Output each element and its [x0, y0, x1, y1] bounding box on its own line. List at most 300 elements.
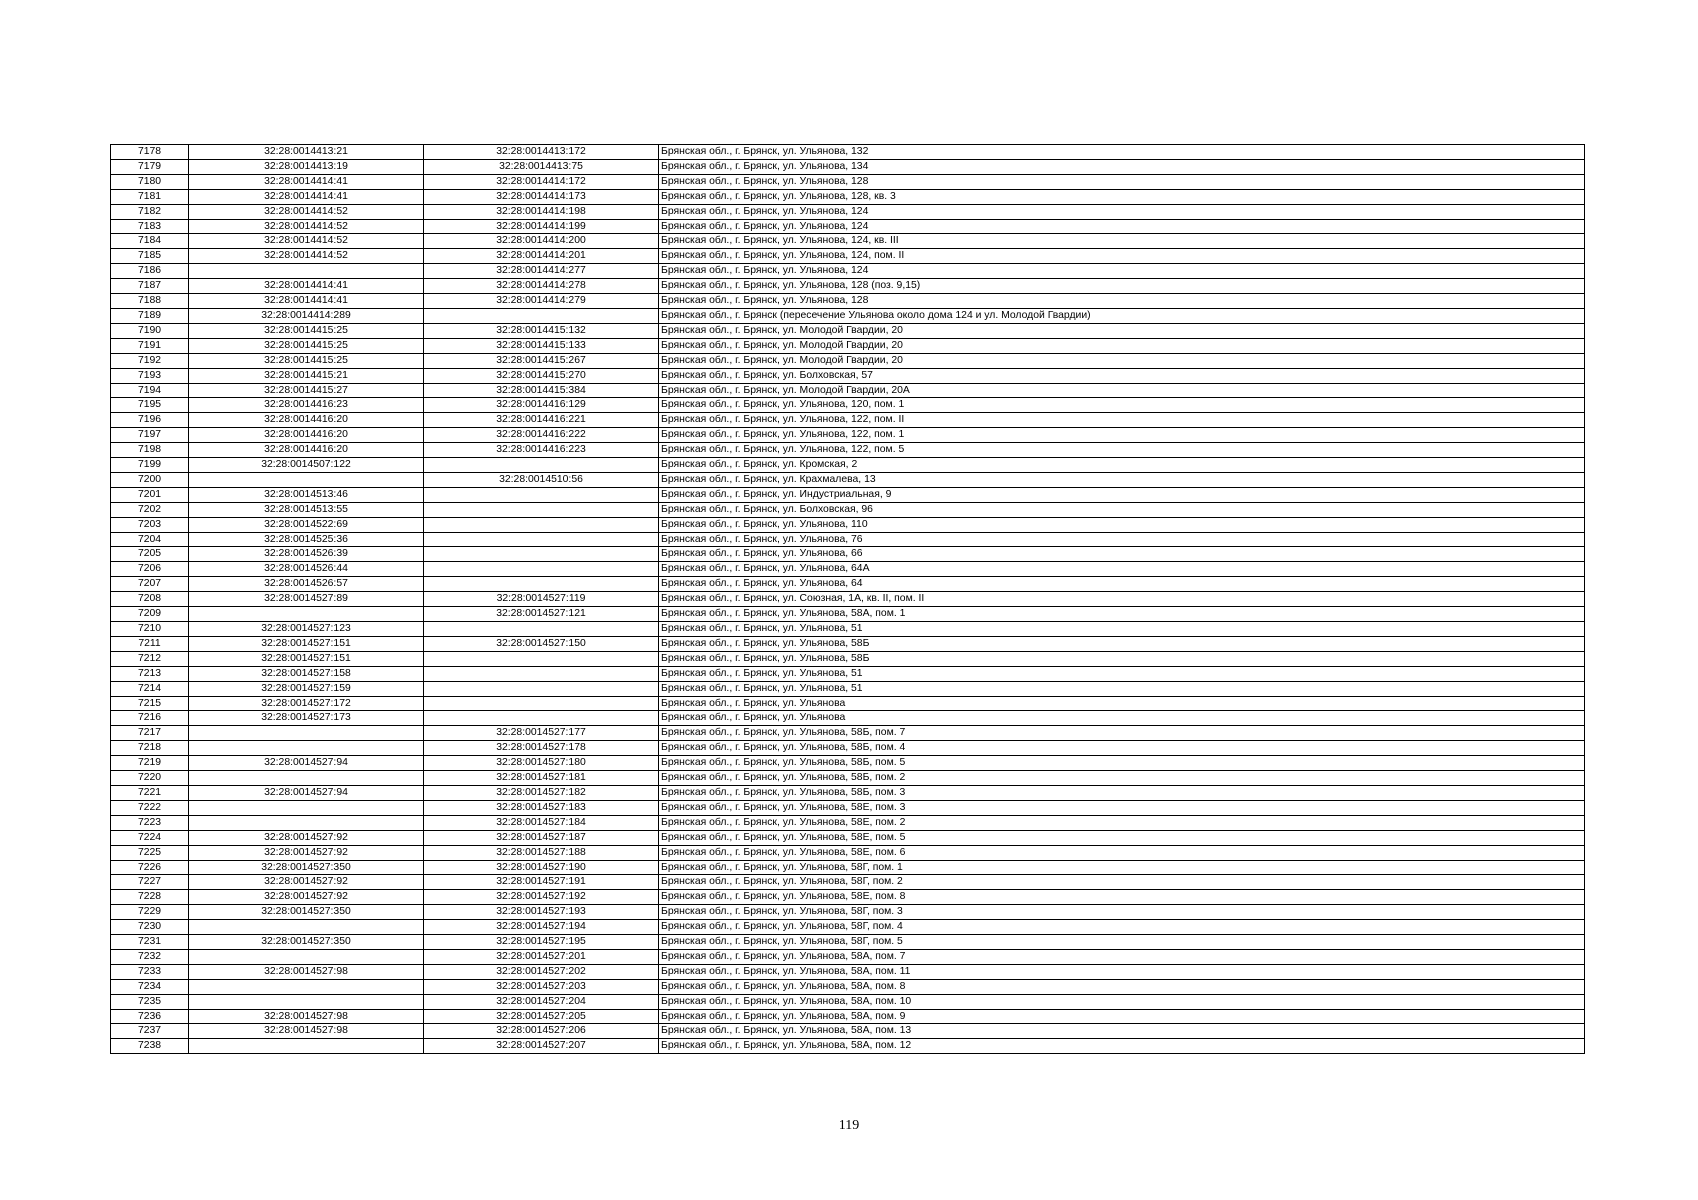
row-number-cell: 7215: [111, 696, 189, 711]
row-number-cell: 7182: [111, 204, 189, 219]
address-cell: Брянская обл., г. Брянск, ул. Ульянова, 120, пом. 1: [659, 398, 1585, 413]
table-row: [111, 458, 1585, 473]
row-number-cell: 7204: [111, 532, 189, 547]
row-number-cell: 7193: [111, 368, 189, 383]
address-cell: Брянская обл., г. Брянск, ул. Болховская, 96: [659, 502, 1585, 517]
address-cell: Брянская обл., г. Брянск, ул. Ульянова, 58Е, пом. 3: [659, 800, 1585, 815]
table-row: [111, 681, 1585, 696]
land-plot-cadastral-number-cell: 32:28:0014414:52: [189, 249, 424, 264]
row-number-cell: 7188: [111, 294, 189, 309]
row-number-cell: 7230: [111, 920, 189, 935]
land-plot-cadastral-number-cell: 32:28:0014415:25: [189, 338, 424, 353]
building-cadastral-number-cell: 32:28:0014413:75: [424, 159, 659, 174]
table-row: [111, 174, 1585, 189]
row-number-cell: 7191: [111, 338, 189, 353]
table-row: [111, 964, 1585, 979]
address-cell: Брянская обл., г. Брянск, ул. Ульянова, 58А, пом. 1: [659, 607, 1585, 622]
table-row: [111, 636, 1585, 651]
table-row: [111, 323, 1585, 338]
row-number-cell: 7222: [111, 800, 189, 815]
address-cell: Брянская обл., г. Брянск, ул. Ульянова, 122, пом. II: [659, 413, 1585, 428]
address-cell: Брянская обл., г. Брянск, ул. Ульянова, 58Б, пом. 5: [659, 756, 1585, 771]
table-row: [111, 532, 1585, 547]
land-plot-cadastral-number-cell: [189, 741, 424, 756]
address-cell: Брянская обл., г. Брянск, ул. Ульянова, 132: [659, 145, 1585, 160]
table-row: [111, 666, 1585, 681]
land-plot-cadastral-number-cell: [189, 920, 424, 935]
row-number-cell: 7208: [111, 592, 189, 607]
building-cadastral-number-cell: [424, 308, 659, 323]
land-plot-cadastral-number-cell: 32:28:0014415:25: [189, 323, 424, 338]
building-cadastral-number-cell: 32:28:0014527:190: [424, 860, 659, 875]
registry-table: [110, 144, 1585, 1054]
row-number-cell: 7207: [111, 577, 189, 592]
building-cadastral-number-cell: 32:28:0014416:223: [424, 443, 659, 458]
address-cell: Брянская обл., г. Брянск, ул. Кромская, 2: [659, 458, 1585, 473]
table-row: [111, 979, 1585, 994]
address-cell: Брянская обл., г. Брянск, ул. Ульянова, 128, кв. 3: [659, 189, 1585, 204]
building-cadastral-number-cell: 32:28:0014527:204: [424, 994, 659, 1009]
table-row: [111, 741, 1585, 756]
table-row: [111, 890, 1585, 905]
table-row: [111, 592, 1585, 607]
row-number-cell: 7234: [111, 979, 189, 994]
row-number-cell: 7180: [111, 174, 189, 189]
land-plot-cadastral-number-cell: 32:28:0014527:172: [189, 696, 424, 711]
table-row: [111, 562, 1585, 577]
land-plot-cadastral-number-cell: 32:28:0014527:92: [189, 890, 424, 905]
address-cell: Брянская обл., г. Брянск, ул. Ульянова, 58А, пом. 8: [659, 979, 1585, 994]
table-row: [111, 353, 1585, 368]
building-cadastral-number-cell: 32:28:0014527:188: [424, 845, 659, 860]
land-plot-cadastral-number-cell: [189, 607, 424, 622]
row-number-cell: 7186: [111, 264, 189, 279]
land-plot-cadastral-number-cell: 32:28:0014513:46: [189, 487, 424, 502]
building-cadastral-number-cell: [424, 577, 659, 592]
land-plot-cadastral-number-cell: 32:28:0014414:52: [189, 204, 424, 219]
row-number-cell: 7190: [111, 323, 189, 338]
building-cadastral-number-cell: [424, 487, 659, 502]
land-plot-cadastral-number-cell: 32:28:0014416:23: [189, 398, 424, 413]
table-row: [111, 696, 1585, 711]
address-cell: Брянская обл., г. Брянск, ул. Ульянова, 76: [659, 532, 1585, 547]
building-cadastral-number-cell: 32:28:0014527:184: [424, 815, 659, 830]
table-row: [111, 860, 1585, 875]
building-cadastral-number-cell: 32:28:0014527:194: [424, 920, 659, 935]
land-plot-cadastral-number-cell: [189, 979, 424, 994]
building-cadastral-number-cell: 32:28:0014414:173: [424, 189, 659, 204]
land-plot-cadastral-number-cell: 32:28:0014415:21: [189, 368, 424, 383]
table-row: [111, 905, 1585, 920]
building-cadastral-number-cell: 32:28:0014413:172: [424, 145, 659, 160]
table-row: [111, 651, 1585, 666]
row-number-cell: 7185: [111, 249, 189, 264]
building-cadastral-number-cell: 32:28:0014527:191: [424, 875, 659, 890]
building-cadastral-number-cell: 32:28:0014527:207: [424, 1039, 659, 1054]
building-cadastral-number-cell: 32:28:0014527:201: [424, 949, 659, 964]
table-row: [111, 830, 1585, 845]
address-cell: Брянская обл., г. Брянск, ул. Ульянова, 58А, пом. 13: [659, 1024, 1585, 1039]
building-cadastral-number-cell: 32:28:0014527:195: [424, 935, 659, 950]
row-number-cell: 7221: [111, 785, 189, 800]
building-cadastral-number-cell: [424, 696, 659, 711]
address-cell: Брянская обл., г. Брянск, ул. Ульянова, 128: [659, 174, 1585, 189]
land-plot-cadastral-number-cell: 32:28:0014414:41: [189, 294, 424, 309]
row-number-cell: 7220: [111, 771, 189, 786]
land-plot-cadastral-number-cell: 32:28:0014416:20: [189, 443, 424, 458]
row-number-cell: 7206: [111, 562, 189, 577]
address-cell: Брянская обл., г. Брянск, ул. Ульянова, 51: [659, 681, 1585, 696]
address-cell: Брянская обл., г. Брянск, ул. Ульянова, 124: [659, 204, 1585, 219]
building-cadastral-number-cell: 32:28:0014527:203: [424, 979, 659, 994]
building-cadastral-number-cell: 32:28:0014527:180: [424, 756, 659, 771]
table-row: [111, 949, 1585, 964]
address-cell: Брянская обл., г. Брянск, ул. Индустриальная, 9: [659, 487, 1585, 502]
land-plot-cadastral-number-cell: 32:28:0014415:25: [189, 353, 424, 368]
land-plot-cadastral-number-cell: 32:28:0014527:92: [189, 830, 424, 845]
registry-table-body: [111, 145, 1585, 1054]
building-cadastral-number-cell: 32:28:0014416:129: [424, 398, 659, 413]
page-number: 119: [838, 1118, 860, 1133]
address-cell: Брянская обл., г. Брянск, ул. Ульянова, 58Б, пом. 3: [659, 785, 1585, 800]
building-cadastral-number-cell: 32:28:0014414:172: [424, 174, 659, 189]
table-row: [111, 443, 1585, 458]
building-cadastral-number-cell: [424, 622, 659, 637]
building-cadastral-number-cell: 32:28:0014527:119: [424, 592, 659, 607]
building-cadastral-number-cell: 32:28:0014527:193: [424, 905, 659, 920]
building-cadastral-number-cell: [424, 681, 659, 696]
building-cadastral-number-cell: 32:28:0014527:183: [424, 800, 659, 815]
address-cell: Брянская обл., г. Брянск, ул. Ульянова, 58Б, пом. 2: [659, 771, 1585, 786]
land-plot-cadastral-number-cell: 32:28:0014527:94: [189, 785, 424, 800]
land-plot-cadastral-number-cell: 32:28:0014416:20: [189, 413, 424, 428]
row-number-cell: 7231: [111, 935, 189, 950]
table-row: [111, 994, 1585, 1009]
land-plot-cadastral-number-cell: 32:28:0014522:69: [189, 517, 424, 532]
row-number-cell: 7179: [111, 159, 189, 174]
row-number-cell: 7195: [111, 398, 189, 413]
building-cadastral-number-cell: 32:28:0014416:222: [424, 428, 659, 443]
row-number-cell: 7212: [111, 651, 189, 666]
table-row: [111, 279, 1585, 294]
building-cadastral-number-cell: [424, 711, 659, 726]
table-row: [111, 383, 1585, 398]
table-row: [111, 815, 1585, 830]
building-cadastral-number-cell: 32:28:0014415:267: [424, 353, 659, 368]
table-row: [111, 607, 1585, 622]
address-cell: Брянская обл., г. Брянск, ул. Ульянова, 58А, пом. 12: [659, 1039, 1585, 1054]
building-cadastral-number-cell: 32:28:0014527:150: [424, 636, 659, 651]
address-cell: Брянская обл., г. Брянск, ул. Ульянова, 124: [659, 219, 1585, 234]
address-cell: Брянская обл., г. Брянск, ул. Ульянова: [659, 711, 1585, 726]
row-number-cell: 7181: [111, 189, 189, 204]
row-number-cell: 7236: [111, 1009, 189, 1024]
row-number-cell: 7189: [111, 308, 189, 323]
table-row: [111, 204, 1585, 219]
row-number-cell: 7238: [111, 1039, 189, 1054]
building-cadastral-number-cell: 32:28:0014414:201: [424, 249, 659, 264]
row-number-cell: 7187: [111, 279, 189, 294]
address-cell: Брянская обл., г. Брянск, ул. Ульянова, 58Е, пом. 2: [659, 815, 1585, 830]
land-plot-cadastral-number-cell: 32:28:0014527:89: [189, 592, 424, 607]
address-cell: Брянская обл., г. Брянск, ул. Ульянова, 124, пом. II: [659, 249, 1585, 264]
row-number-cell: 7218: [111, 741, 189, 756]
building-cadastral-number-cell: [424, 547, 659, 562]
row-number-cell: 7233: [111, 964, 189, 979]
table-row: [111, 771, 1585, 786]
building-cadastral-number-cell: 32:28:0014527:202: [424, 964, 659, 979]
table-row: [111, 145, 1585, 160]
building-cadastral-number-cell: [424, 651, 659, 666]
address-cell: Брянская обл., г. Брянск, ул. Болховская, 57: [659, 368, 1585, 383]
land-plot-cadastral-number-cell: 32:28:0014415:27: [189, 383, 424, 398]
address-cell: Брянская обл., г. Брянск, ул. Ульянова, 128 (поз. 9,15): [659, 279, 1585, 294]
address-cell: Брянская обл., г. Брянск, ул. Ульянова, 124: [659, 264, 1585, 279]
table-row: [111, 800, 1585, 815]
land-plot-cadastral-number-cell: 32:28:0014527:151: [189, 651, 424, 666]
address-cell: Брянская обл., г. Брянск, ул. Ульянова, 58Б, пом. 7: [659, 726, 1585, 741]
table-row: [111, 1039, 1585, 1054]
address-cell: Брянская обл., г. Брянск, ул. Ульянова, 58Г, пом. 3: [659, 905, 1585, 920]
table-row: [111, 219, 1585, 234]
table-row: [111, 577, 1585, 592]
table-row: [111, 1009, 1585, 1024]
address-cell: Брянская обл., г. Брянск, ул. Ульянова, 58Г, пом. 1: [659, 860, 1585, 875]
land-plot-cadastral-number-cell: 32:28:0014507:122: [189, 458, 424, 473]
table-row: [111, 920, 1585, 935]
table-row: [111, 935, 1585, 950]
building-cadastral-number-cell: 32:28:0014415:132: [424, 323, 659, 338]
row-number-cell: 7196: [111, 413, 189, 428]
land-plot-cadastral-number-cell: 32:28:0014414:289: [189, 308, 424, 323]
building-cadastral-number-cell: 32:28:0014414:277: [424, 264, 659, 279]
address-cell: Брянская обл., г. Брянск, ул. Молодой Гвардии, 20: [659, 323, 1585, 338]
building-cadastral-number-cell: 32:28:0014414:200: [424, 234, 659, 249]
land-plot-cadastral-number-cell: 32:28:0014414:52: [189, 219, 424, 234]
building-cadastral-number-cell: [424, 562, 659, 577]
building-cadastral-number-cell: 32:28:0014527:187: [424, 830, 659, 845]
address-cell: Брянская обл., г. Брянск, ул. Ульянова, 58А, пом. 9: [659, 1009, 1585, 1024]
land-plot-cadastral-number-cell: 32:28:0014413:21: [189, 145, 424, 160]
building-cadastral-number-cell: [424, 458, 659, 473]
address-cell: Брянская обл., г. Брянск, ул. Ульянова, 58А, пом. 11: [659, 964, 1585, 979]
building-cadastral-number-cell: [424, 502, 659, 517]
address-cell: Брянская обл., г. Брянск, ул. Ульянова, 51: [659, 666, 1585, 681]
land-plot-cadastral-number-cell: 32:28:0014526:39: [189, 547, 424, 562]
land-plot-cadastral-number-cell: [189, 815, 424, 830]
table-row: [111, 726, 1585, 741]
address-cell: Брянская обл., г. Брянск, ул. Ульянова, 66: [659, 547, 1585, 562]
land-plot-cadastral-number-cell: 32:28:0014527:98: [189, 964, 424, 979]
building-cadastral-number-cell: 32:28:0014416:221: [424, 413, 659, 428]
address-cell: Брянская обл., г. Брянск, ул. Ульянова, 124, кв. III: [659, 234, 1585, 249]
row-number-cell: 7210: [111, 622, 189, 637]
row-number-cell: 7227: [111, 875, 189, 890]
land-plot-cadastral-number-cell: 32:28:0014413:19: [189, 159, 424, 174]
address-cell: Брянская обл., г. Брянск, ул. Ульянова, 58Г, пом. 4: [659, 920, 1585, 935]
land-plot-cadastral-number-cell: 32:28:0014414:41: [189, 174, 424, 189]
land-plot-cadastral-number-cell: 32:28:0014527:92: [189, 845, 424, 860]
table-row: [111, 472, 1585, 487]
table-row: [111, 756, 1585, 771]
building-cadastral-number-cell: [424, 532, 659, 547]
table-row: [111, 1024, 1585, 1039]
address-cell: Брянская обл., г. Брянск, ул. Ульянова, 134: [659, 159, 1585, 174]
building-cadastral-number-cell: [424, 517, 659, 532]
row-number-cell: 7183: [111, 219, 189, 234]
land-plot-cadastral-number-cell: [189, 472, 424, 487]
address-cell: Брянская обл., г. Брянск, ул. Молодой Гвардии, 20: [659, 338, 1585, 353]
row-number-cell: 7219: [111, 756, 189, 771]
table-row: [111, 249, 1585, 264]
land-plot-cadastral-number-cell: 32:28:0014527:350: [189, 905, 424, 920]
address-cell: Брянская обл., г. Брянск, ул. Союзная, 1А, кв. II, пом. II: [659, 592, 1585, 607]
building-cadastral-number-cell: 32:28:0014527:178: [424, 741, 659, 756]
land-plot-cadastral-number-cell: 32:28:0014526:57: [189, 577, 424, 592]
row-number-cell: 7178: [111, 145, 189, 160]
address-cell: Брянская обл., г. Брянск, ул. Ульянова: [659, 696, 1585, 711]
address-cell: Брянская обл., г. Брянск, ул. Ульянова, 110: [659, 517, 1585, 532]
address-cell: Брянская обл., г. Брянск, ул. Ульянова, 58Б, пом. 4: [659, 741, 1585, 756]
land-plot-cadastral-number-cell: [189, 771, 424, 786]
table-row: [111, 159, 1585, 174]
table-row: [111, 368, 1585, 383]
row-number-cell: 7235: [111, 994, 189, 1009]
row-number-cell: 7202: [111, 502, 189, 517]
building-cadastral-number-cell: 32:28:0014527:182: [424, 785, 659, 800]
row-number-cell: 7214: [111, 681, 189, 696]
land-plot-cadastral-number-cell: [189, 726, 424, 741]
address-cell: Брянская обл., г. Брянск, ул. Ульянова, 128: [659, 294, 1585, 309]
building-cadastral-number-cell: [424, 666, 659, 681]
building-cadastral-number-cell: 32:28:0014527:181: [424, 771, 659, 786]
table-row: [111, 711, 1585, 726]
building-cadastral-number-cell: 32:28:0014415:384: [424, 383, 659, 398]
table-row: [111, 189, 1585, 204]
address-cell: Брянская обл., г. Брянск, ул. Ульянова, 122, пом. 1: [659, 428, 1585, 443]
row-number-cell: 7198: [111, 443, 189, 458]
land-plot-cadastral-number-cell: 32:28:0014527:98: [189, 1024, 424, 1039]
address-cell: Брянская обл., г. Брянск, ул. Ульянова, 64А: [659, 562, 1585, 577]
table-row: [111, 338, 1585, 353]
row-number-cell: 7197: [111, 428, 189, 443]
row-number-cell: 7213: [111, 666, 189, 681]
address-cell: Брянская обл., г. Брянск, ул. Ульянова, 58Б: [659, 636, 1585, 651]
address-cell: Брянская обл., г. Брянск, ул. Молодой Гвардии, 20А: [659, 383, 1585, 398]
address-cell: Брянская обл., г. Брянск, ул. Ульянова, 58Е, пом. 6: [659, 845, 1585, 860]
table-row: [111, 502, 1585, 517]
row-number-cell: 7199: [111, 458, 189, 473]
row-number-cell: 7217: [111, 726, 189, 741]
land-plot-cadastral-number-cell: 32:28:0014527:350: [189, 935, 424, 950]
row-number-cell: 7194: [111, 383, 189, 398]
address-cell: Брянская обл., г. Брянск, ул. Молодой Гвардии, 20: [659, 353, 1585, 368]
land-plot-cadastral-number-cell: 32:28:0014527:159: [189, 681, 424, 696]
row-number-cell: 7192: [111, 353, 189, 368]
address-cell: Брянская обл., г. Брянск, ул. Ульянова, 58А, пом. 7: [659, 949, 1585, 964]
row-number-cell: 7216: [111, 711, 189, 726]
land-plot-cadastral-number-cell: 32:28:0014527:98: [189, 1009, 424, 1024]
row-number-cell: 7209: [111, 607, 189, 622]
row-number-cell: 7226: [111, 860, 189, 875]
land-plot-cadastral-number-cell: 32:28:0014513:55: [189, 502, 424, 517]
address-cell: Брянская обл., г. Брянск, ул. Ульянова, 58Г, пом. 2: [659, 875, 1585, 890]
row-number-cell: 7211: [111, 636, 189, 651]
land-plot-cadastral-number-cell: [189, 994, 424, 1009]
building-cadastral-number-cell: 32:28:0014527:206: [424, 1024, 659, 1039]
land-plot-cadastral-number-cell: 32:28:0014525:36: [189, 532, 424, 547]
building-cadastral-number-cell: 32:28:0014414:278: [424, 279, 659, 294]
building-cadastral-number-cell: 32:28:0014527:192: [424, 890, 659, 905]
row-number-cell: 7203: [111, 517, 189, 532]
address-cell: Брянская обл., г. Брянск, ул. Ульянова, 58Е, пом. 5: [659, 830, 1585, 845]
table-row: [111, 845, 1585, 860]
row-number-cell: 7232: [111, 949, 189, 964]
land-plot-cadastral-number-cell: 32:28:0014414:41: [189, 279, 424, 294]
row-number-cell: 7225: [111, 845, 189, 860]
address-cell: Брянская обл., г. Брянск, ул. Ульянова, 58Б: [659, 651, 1585, 666]
building-cadastral-number-cell: 32:28:0014414:279: [424, 294, 659, 309]
building-cadastral-number-cell: 32:28:0014415:133: [424, 338, 659, 353]
land-plot-cadastral-number-cell: 32:28:0014414:52: [189, 234, 424, 249]
land-plot-cadastral-number-cell: 32:28:0014414:41: [189, 189, 424, 204]
land-plot-cadastral-number-cell: 32:28:0014527:173: [189, 711, 424, 726]
land-plot-cadastral-number-cell: 32:28:0014527:123: [189, 622, 424, 637]
table-row: [111, 413, 1585, 428]
building-cadastral-number-cell: 32:28:0014414:199: [424, 219, 659, 234]
table-row: [111, 487, 1585, 502]
table-row: [111, 264, 1585, 279]
row-number-cell: 7184: [111, 234, 189, 249]
table-row: [111, 428, 1585, 443]
land-plot-cadastral-number-cell: 32:28:0014527:151: [189, 636, 424, 651]
address-cell: Брянская обл., г. Брянск, ул. Ульянова, 64: [659, 577, 1585, 592]
address-cell: Брянская обл., г. Брянск, ул. Ульянова, 122, пом. 5: [659, 443, 1585, 458]
table-row: [111, 308, 1585, 323]
row-number-cell: 7223: [111, 815, 189, 830]
row-number-cell: 7229: [111, 905, 189, 920]
row-number-cell: 7237: [111, 1024, 189, 1039]
building-cadastral-number-cell: 32:28:0014510:56: [424, 472, 659, 487]
land-plot-cadastral-number-cell: 32:28:0014527:158: [189, 666, 424, 681]
address-cell: Брянская обл., г. Брянск, ул. Ульянова, 58А, пом. 10: [659, 994, 1585, 1009]
table-row: [111, 234, 1585, 249]
building-cadastral-number-cell: 32:28:0014527:121: [424, 607, 659, 622]
land-plot-cadastral-number-cell: [189, 949, 424, 964]
table-row: [111, 517, 1585, 532]
building-cadastral-number-cell: 32:28:0014414:198: [424, 204, 659, 219]
table-row: [111, 547, 1585, 562]
building-cadastral-number-cell: 32:28:0014527:177: [424, 726, 659, 741]
row-number-cell: 7228: [111, 890, 189, 905]
address-cell: Брянская обл., г. Брянск, ул. Ульянова, 58Е, пом. 8: [659, 890, 1585, 905]
table-row: [111, 622, 1585, 637]
address-cell: Брянская обл., г. Брянск (пересечение Ульянова около дома 124 и ул. Молодой Гвардии): [659, 308, 1585, 323]
address-cell: Брянская обл., г. Брянск, ул. Ульянова, 58Г, пом. 5: [659, 935, 1585, 950]
land-plot-cadastral-number-cell: 32:28:0014416:20: [189, 428, 424, 443]
address-cell: Брянская обл., г. Брянск, ул. Ульянова, 51: [659, 622, 1585, 637]
row-number-cell: 7200: [111, 472, 189, 487]
table-row: [111, 785, 1585, 800]
building-cadastral-number-cell: 32:28:0014415:270: [424, 368, 659, 383]
row-number-cell: 7205: [111, 547, 189, 562]
table-row: [111, 398, 1585, 413]
land-plot-cadastral-number-cell: [189, 800, 424, 815]
address-cell: Брянская обл., г. Брянск, ул. Крахмалева, 13: [659, 472, 1585, 487]
table-row: [111, 875, 1585, 890]
table-row: [111, 294, 1585, 309]
row-number-cell: 7201: [111, 487, 189, 502]
